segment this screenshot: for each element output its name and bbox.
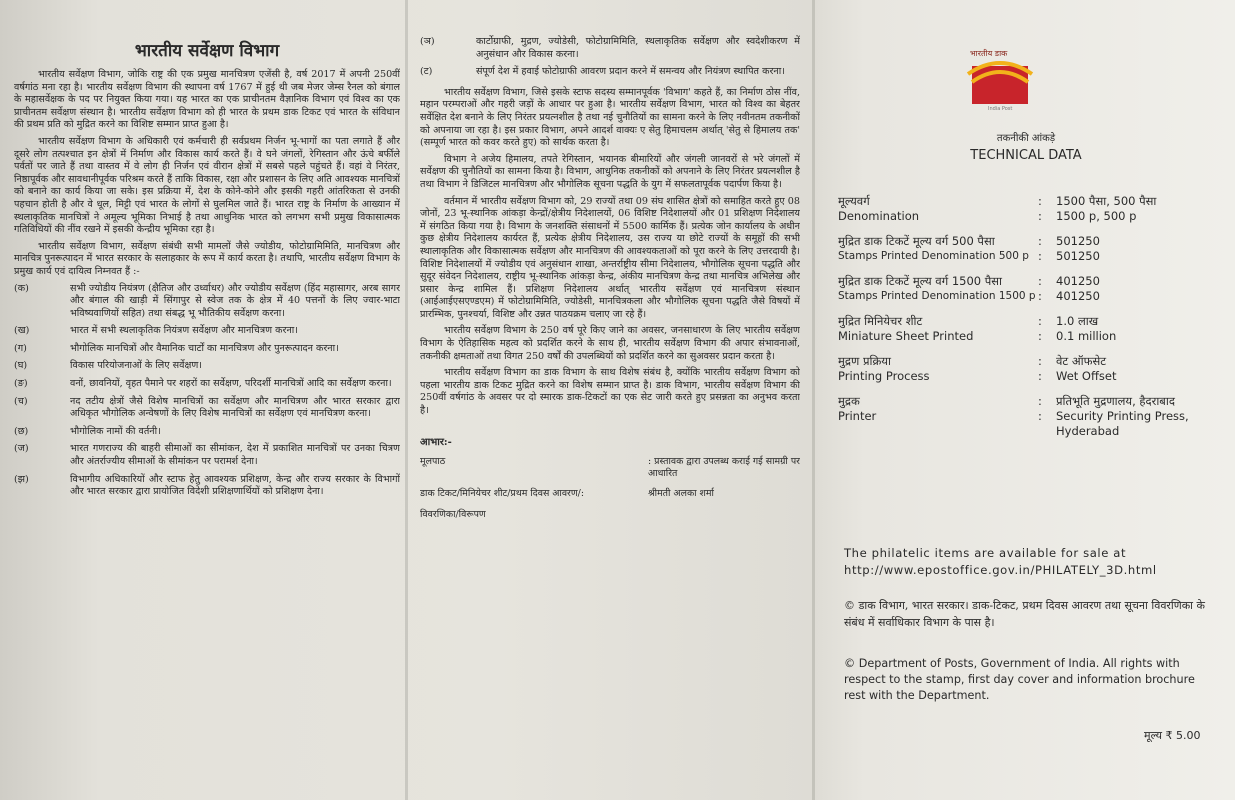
copyright-hindi: © डाक विभाग, भारत सरकार। डाक-टिकट, प्रथम दिवस आवरण तथा सूचना विवरणिका के संबंध में सर्वाधिकार विभाग के पास है। (844, 599, 1205, 629)
list-marker: (ङ) (14, 378, 28, 390)
column-organisation (420, 0, 800, 529)
list-marker: (च) (14, 395, 28, 407)
technical-data-heading (926, 130, 1126, 163)
india-post-logo (962, 48, 1038, 112)
list-marker: (क) (14, 282, 29, 294)
list-text: सभी ज्योडीय नियंत्रण (क्षैतिज और उर्ध्वाधर) और ज्योडीय सर्वेक्षण (हिंद महासागर, अरब सागर और बंगाल की खाड़ी में सिंगापुर से स्वेज तक के क्षेत्र में 40 पत्तनों के लिए ज्वार-भाटा भविष्यवाणियों सहित) तथा संबद्ध भू भौतिकीय सर्वेक्षण करना। (70, 282, 400, 319)
tech-data-label: मुद्रित मिनियेचर शीट (838, 314, 923, 328)
logo-label: भारतीय डाक (970, 49, 1008, 58)
list-text: भारत गणराज्य की बाहरी सीमाओं का सीमांकन, देश में प्रकाशित मानचित्रों पर उनका चित्रण और अंतर्राज्यीय सीमाओं के सीमांकन पर परामर्श देना। (70, 443, 400, 468)
tech-data-value: Wet Offset (1056, 369, 1117, 383)
ack-label: मूलपाठ (420, 455, 446, 467)
tech-data-value: Security Printing Press, Hyderabad (1056, 409, 1189, 438)
tech-data-label: Printer (838, 409, 877, 423)
ack-value (648, 509, 800, 521)
list-text: भौगोलिक नामों की वर्तनी। (70, 425, 161, 437)
list-marker: (ञ) (420, 36, 435, 47)
tech-data-value: 0.1 million (1056, 329, 1117, 343)
paragraph: भारतीय सर्वेक्षण विभाग, जोकि राष्ट्र की एक प्रमुख मानचित्रण एजेंसी है, वर्ष 2017 में अपनी 250वीं वर्षगांठ मना रहा है। भारतीय सर्वेक्षण विभाग की स्थापना वर्ष 1767 में हुई थी जब मेजर जेम्स रैनल को बंगाल के महासर्वेक्षक के पद पर नियुक्त किया गया। यह भारत का एक प्राचीनतम वैज्ञानिक विभाग एवं विश्व का एक प्राचीनतम सर्वेक्षण संस्थान है। भारतीय सर्वेक्षण विभाग को ही भारत के प्रथम डाक टिकट एवं भारत के संविधान की प्रथम प्रति को मुद्रित करने का विशिष्ट सम्मान प्राप्त हुआ है। (14, 69, 400, 131)
price-label: मूल्य ₹ 5.00 (1144, 729, 1201, 742)
paragraph: भारतीय सर्वेक्षण विभाग का डाक विभाग के साथ विशेष संबंध है, क्योंकि भारतीय सर्वेक्षण विभाग को पहला भारतीय डाक टिकट मुद्रित करने का विशेष सम्मान प्राप्त है। डाक विभाग, भारतीय सर्वेक्षण विभाग की 250वीं वर्षगांठ के अवसर पर दो स्मारक डाक-टिकटों का एक सेट जारी करते हुए प्रसन्नता का अनुभव करता है। (420, 367, 800, 417)
tech-data-label: Printing Process (838, 369, 930, 383)
paragraph: वर्तमान में भारतीय सर्वेक्षण विभाग को, 29 राज्यों तथा 09 संघ शासित क्षेत्रों को समाहित करते हुए 08 जोनों, 23 भू-स्थानिक आंकड़ा केन्द्रों/क्षेत्रीय निदेशालयों, 06 विशिष्ट निदेशालयों और 01 प्रशिक्षण निदेशालय में संगठित किया गया है। विभाग के जनशक्ति संसाधनों में 5500 कार्मिक हैं। प्रत्येक जोन कार्यालय के अधीन कुछ क्षेत्रीय निदेशालय कार्यरत हैं, प्रत्येक क्षेत्रीय निदेशालय, उस राज्य या छोटे राज्यों के समूहों की सभी स्थालाकृतिक और विकासात्मक सर्वेक्षण और मानचित्रण की आवश्यकताओं को पूरा करने के लिए उत्तरदायी है। विशिष्ट निदेशालयों में ज्योडीय एवं अनुसंधान शाखा, अन्तर्राष्ट्रीय सीमा निदेशालय, भौगोलिक सूचना पद्धति और सुदूर संवेदन निदेशालय, राष्ट्रीय भू-स्थानिक आंकड़ा केन्द्र, अंकीय मानचित्रण केन्द्र तथा मानचित्र अभिलेख और प्रसार केन्द्र शामिल हैं। प्रशिक्षण निदेशालय अर्थात् भारतीय सर्वेक्षण एवं मानचित्रण संस्थान (आईआईएसएण्डएम) में फोटोग्रामिमिति, ज्योडेसी, मानचित्रकला और भौगोलिक सूचना पद्धति जैसे विषयों में प्रारम्भिक, पुनश्चर्या, विशिष्ट और उन्नत पाठयक्रम चलाए जा रहे हैं। (420, 195, 800, 320)
colon-separator: : (1038, 394, 1042, 408)
fold-line (812, 0, 815, 800)
list-text: भारत में सभी स्थलाकृतिक नियंत्रण सर्वेक्षण और मानचित्रण करना। (70, 325, 298, 337)
column-technical-data (826, 0, 1226, 800)
logo-sublabel: India Post (988, 106, 1013, 112)
tech-data-value: वेट ऑफसेट (1056, 354, 1107, 368)
colon-separator: : (1038, 329, 1042, 343)
tech-data-value: 501250 (1056, 234, 1100, 248)
tech-data-value: 1.0 लाख (1056, 314, 1099, 328)
column-history (14, 0, 400, 504)
list-item (14, 283, 400, 321)
tech-data-label: मुद्रक (838, 394, 860, 408)
list-item (420, 66, 800, 79)
list-item (14, 443, 400, 468)
paragraph: भारतीय सर्वेक्षण विभाग, जिसे इसके स्टाफ सदस्य सम्मानपूर्वक 'विभाग' कहते हैं, का निर्माण ठोस नींव, महान परम्पराओं और गहरी जड़ों के आधार पर हुआ है। भारतीय सर्वेक्षण विभाग, भारत को विश्व का बेहतर सर्वेक्षित देश बनाने के लिए निरंतर प्रयत्नशील है तथा नई चुनौतियों का सामना करने के लिए नवीनतम तकनीकों को अपनाया जा रहा है। इस प्रकार विभाग, अपने आदर्श वाक्यः ए सेतु हिमाचलम अर्थात् 'सेतु से हिमालय तक' (सम्पूर्ण भारत को कवर करते हुए) को सार्थक करता है। (420, 86, 800, 149)
colon-separator: : (1038, 289, 1042, 303)
ack-value: श्रीमती अलका शर्मा (648, 488, 714, 500)
tech-data-label: Denomination (838, 209, 920, 223)
heading-english: TECHNICAL DATA (970, 148, 1082, 163)
list-item (14, 378, 400, 391)
fold-line (405, 0, 408, 800)
tech-data-row (838, 409, 1223, 439)
tech-data-row (838, 304, 1223, 329)
acknowledgement-row (420, 509, 800, 521)
colon-separator: : (1038, 369, 1042, 383)
tech-data-value: 501250 (1056, 249, 1100, 263)
ack-value: : प्रस्तावक द्वारा उपलब्ध कराई गई सामग्री पर आधारित (648, 455, 800, 480)
list-text: कार्टोग्राफी, मुद्रण, ज्योडेसी, फोटोग्रामिमिति, स्थलाकृतिक सर्वेक्षण और स्वदेशीकरण में अनुसंधान और विकास करना। (476, 36, 800, 60)
ack-label: विवरणिका/विरूपण (420, 508, 486, 520)
list-item (14, 396, 400, 421)
list-text: वनों, छावनियों, वृहत पैमाने पर शहरों का सर्वेक्षण, परिदर्शी मानचित्रों आदि का सर्वेक्षण करना। (70, 378, 392, 390)
tech-data-row (838, 249, 1223, 264)
paragraph: विभाग ने अजेय हिमालय, तपते रेगिस्तान, भयानक बीमारियों और जंगली जानवरों से भरे जंगलों में सर्वेक्षण की चुनौतियों का सामना किया है। विभाग, आधुनिक तकनीकों को अपनाने के लिए निरंतर प्रयत्नशील है तथा विभाग ने डिजिटल मानचित्रण और भौगोलिक सूचना पद्धति के युग में सफलतापूर्वक पदार्पण किया है। (420, 153, 800, 190)
list-marker: (ग) (14, 342, 27, 354)
colon-separator: : (1038, 274, 1042, 288)
paragraph: भारतीय सर्वेक्षण विभाग, सर्वेक्षण संबंधी सभी मामलों जैसे ज्योडीय, फोटोग्रामिमिति, मानचित्रण और मानचित्र पुनरूत्पादन में भारत सरकार के सलाहकार के रूप में कार्य करता है। तथापि, भारतीय सर्वेक्षण विभाग के प्रमुख कार्य एवं दायित्व निम्नवत हैं :- (14, 240, 400, 277)
tech-data-value: 401250 (1056, 274, 1100, 288)
list-item (14, 360, 400, 373)
technical-data-table (838, 194, 1223, 439)
envelope-flap-icon (962, 54, 1038, 94)
tech-data-row (838, 329, 1223, 344)
paragraph: भारतीय सर्वेक्षण विभाग के अधिकारी एवं कर्मचारी ही सर्वप्रथम निर्जन भू-भागों का पता लगाते हैं और दूसरे लोग तत्पश्चात इन क्षेत्रों में निर्माण और विकास कार्य करते हैं। वे घने जंगलों, रेगिस्तान और ऊंचे बर्फीले पर्वतों पर जाते हैं तथा वास्तव में वे लोग ही निर्जन एवं वीरान क्षेत्रों में सबसे पहले पहुंचते हैं। वहां वे निरंतर, निष्ठापूर्वक और सावधानीपूर्वक परिश्रम करते हैं ताकि विकास, रक्षा और प्रशासन के लिए अति आवश्यक मानचित्रों को बनाने का कार्य किया जा सके। इस प्रक्रिया में, देश के कोने-कोने और इसकी गहरी आंतरिकता से उनकी पहचान होती है और वे धूल, मिट्टी एवं भारत के लोगों से घुलमिल जाते हैं। भारत राष्ट्र के निर्माण के आख्यान में स्थलाकृतिक मानचित्रों ने अमूल्य भूमिका निभाई है तथा आधुनिक भारत को लगभग सभी प्रमुख विकासात्मक गतिविधियों की नींव रखने में इसकी केन्द्रीय भूमिका रहा है। (14, 135, 400, 236)
list-item (420, 36, 800, 61)
tech-data-row (838, 264, 1223, 289)
colon-separator: : (1038, 409, 1042, 423)
tech-data-label: मूल्यवर्ग (838, 194, 870, 208)
tech-data-value: 401250 (1056, 289, 1100, 303)
tech-data-row (838, 384, 1223, 409)
philatelic-note: The philatelic items are available for sale at http://www.epostoffice.gov.in/PHILATELY_3D.html (844, 546, 1157, 577)
tech-data-row (838, 224, 1223, 249)
list-marker: (ट) (420, 66, 433, 78)
tech-data-label: Stamps Printed Denomination 1500 p (838, 290, 1036, 302)
colon-separator: : (1038, 194, 1042, 208)
tech-data-value: 1500 पैसा, 500 पैसा (1056, 194, 1157, 208)
acknowledgement-title: आभार:- (420, 436, 452, 448)
tech-data-row (838, 209, 1223, 224)
list-marker: (झ) (14, 473, 29, 485)
colon-separator: : (1038, 209, 1042, 223)
list-item (14, 426, 400, 439)
colon-separator: : (1038, 354, 1042, 368)
colon-separator: : (1038, 314, 1042, 328)
acknowledgement-row (420, 488, 800, 500)
page-title: भारतीय सर्वेक्षण विभाग (134, 41, 280, 61)
tech-data-row (838, 289, 1223, 304)
tech-data-row (838, 369, 1223, 384)
list-marker: (ज) (14, 443, 29, 455)
colon-separator: : (1038, 249, 1042, 263)
list-marker: (छ) (14, 425, 29, 437)
acknowledgement-row (420, 456, 800, 481)
tech-data-label: मुद्रण प्रक्रिया (838, 354, 891, 368)
heading-hindi: तकनीकी आंकड़े (996, 133, 1056, 144)
paragraph: भारतीय सर्वेक्षण विभाग के 250 वर्ष पूरे किए जाने का अवसर, जनसाधारण के लिए भारतीय सर्वेक्षण विभाग के ऐतिहासिक महत्व को प्रदर्शित करने के साथ ही, भारतीय सर्वेक्षण विभाग की अपार संभावनाओं, तकनीकी क्षमताओं तथा विगत 250 वर्षों की उपलब्धियों को प्रदर्शित करने का सुअवसर प्रदान करता है। (420, 325, 800, 362)
list-text: भौगोलिक मानचित्रों और वैमानिक चार्टों का मानचित्रण और पुनरूत्पादन करना। (70, 342, 339, 354)
list-marker: (घ) (14, 360, 28, 372)
tech-data-label: Stamps Printed Denomination 500 p (838, 250, 1029, 262)
tech-data-value: प्रतिभूति मुद्रणालय, हैदराबाद (1056, 394, 1175, 408)
list-text: विभागीय अधिकारियों और स्टाफ हेतु आवश्यक प्रशिक्षण, केन्द्र और राज्य सरकार के विभागों और भारत सरकार द्वारा प्रायोजित विदेशी प्रशिक्षणार्थियों को प्रशिक्षण देना। (70, 473, 400, 498)
ack-label: डाक टिकट/मिनियेचर शीट/प्रथम दिवस आवरण/: (420, 488, 584, 500)
list-marker: (ख) (14, 325, 30, 337)
list-item (14, 343, 400, 356)
tech-data-row (838, 344, 1223, 369)
list-text: विकास परियोजनाओं के लिए सर्वेक्षण। (70, 360, 202, 372)
tech-data-label: Miniature Sheet Printed (838, 329, 974, 343)
list-text: संपूर्ण देश में हवाई फोटोग्राफी आवरण प्रदान करने में समन्वय और नियंत्रण स्थापित करना। (476, 66, 785, 78)
list-text: नद तटीय क्षेत्रों जैसे विशेष मानचित्रों का सर्वेक्षण और मानचित्रण और भारत सरकार द्वारा अधिकृत भौगोलिक अन्वेषणों के लिए विशेष मानचित्रों का सर्वेक्षण एवं मानचित्रण करना। (70, 395, 400, 420)
colon-separator: : (1038, 234, 1042, 248)
list-item (14, 325, 400, 338)
list-item (14, 474, 400, 499)
tech-data-label: मुद्रित डाक टिकटें मूल्य वर्ग 1500 पैसा (838, 274, 1003, 288)
tech-data-label: मुद्रित डाक टिकटें मूल्य वर्ग 500 पैसा (838, 234, 995, 248)
copyright-english: © Department of Posts, Government of India. All rights with respect to the stamp, first day cover and information brochure rest with the Department. (844, 657, 1195, 702)
tech-data-row (838, 194, 1223, 209)
tech-data-value: 1500 p, 500 p (1056, 209, 1137, 223)
